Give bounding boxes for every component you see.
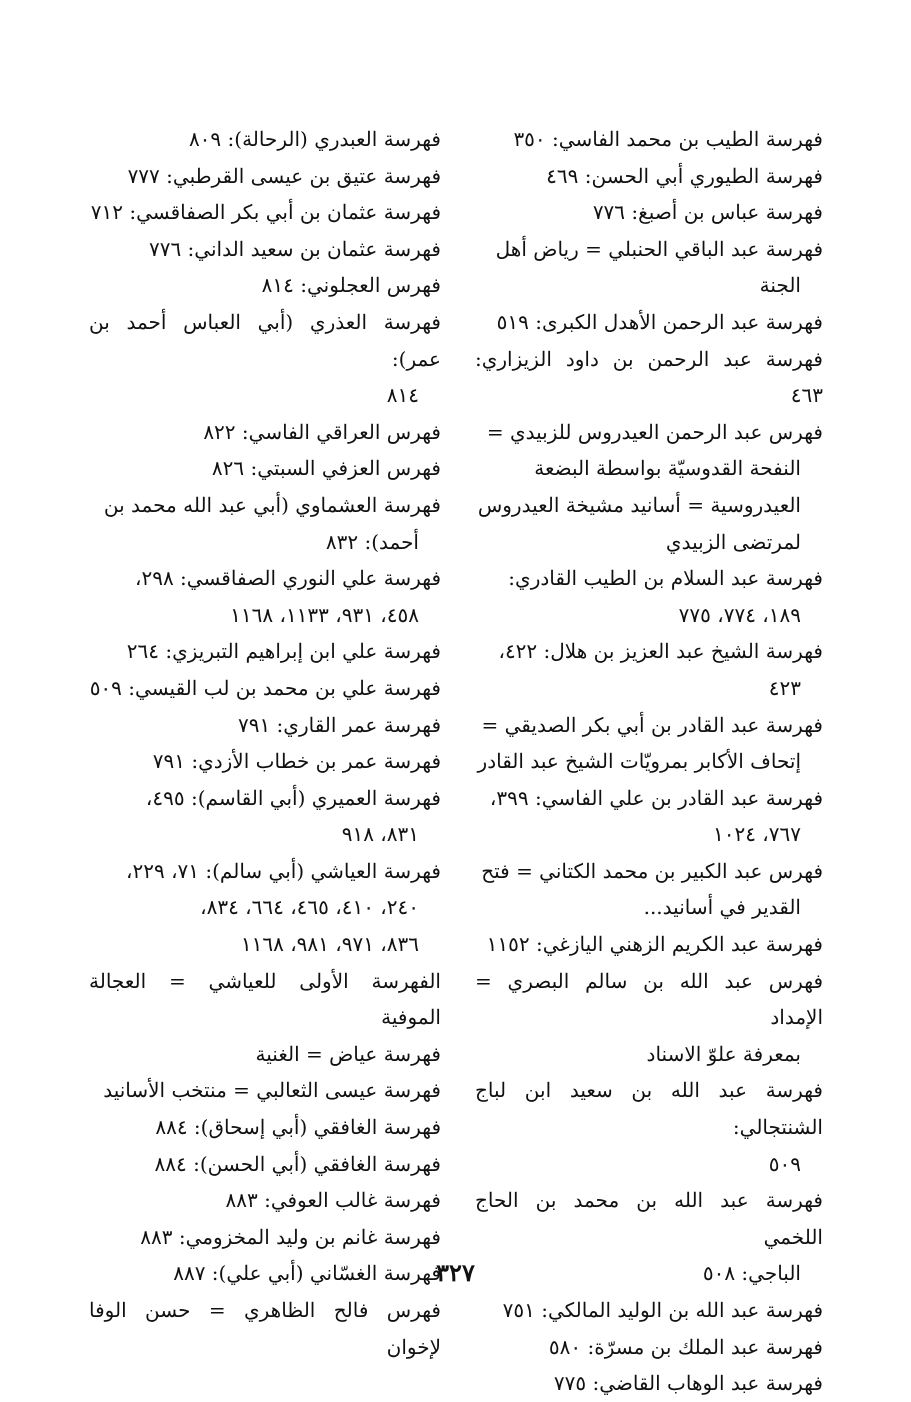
entry-text: فهرسة عبد القادر بن علي الفاسي: ٣٩٩،: [489, 785, 823, 810]
index-entry: [89, 560, 441, 633]
entry-continuation: النفحة القدوسيّة بواسطة البضعة: [534, 456, 801, 481]
entry-continuation: ٨١٤: [386, 383, 419, 408]
page-number: ٣٢٧: [436, 1258, 475, 1287]
entry-continuation: الباجي: ٥٠٨: [702, 1261, 801, 1286]
index-entry: [89, 487, 441, 560]
entry-text: فهرسة العشماوي (أبي عبد الله محمد بن: [103, 492, 441, 517]
entry-text: فهرسة عيسى الثعالبي = منتخب الأسانيد: [103, 1078, 441, 1103]
index-entry: [89, 231, 441, 268]
index-entry: [89, 450, 441, 487]
entry-text: فهرسة العذري (أبي العباس أحمد بن عمر):: [89, 309, 441, 371]
index-entry: [89, 121, 441, 158]
index-entry: [89, 743, 441, 780]
index-entry: [475, 926, 823, 963]
entry-continuation: أحمد): ٨٣٢: [325, 529, 419, 554]
index-entry: [89, 670, 441, 707]
index-entry: [89, 194, 441, 231]
index-entry: [475, 194, 823, 231]
entry-continuation: ٨٣١، ٩١٨: [341, 822, 419, 847]
index-entry: [89, 707, 441, 744]
index-entry: [475, 707, 823, 780]
index-entry: [89, 963, 441, 1036]
index-entry: [89, 1109, 441, 1146]
entry-text: فهرسة الطيب بن محمد الفاسي: ٣٥٠: [513, 127, 823, 151]
index-entry: [89, 267, 441, 304]
index-entry: [475, 853, 823, 926]
entry-text: فهرسة عبد الله بن الوليد المالكي: ٧٥١: [502, 1298, 823, 1322]
entry-continuation: بمعرفة علوّ الاسناد: [646, 1041, 801, 1066]
entry-text: فهرس العزفي السبتي: ٨٢٦: [211, 456, 441, 481]
entry-continuation: الجنة: [759, 273, 801, 298]
index-entry: [475, 158, 823, 195]
index-entry: [89, 1146, 441, 1183]
entry-continuation: ٨٣٦، ٩٧١، ٩٨١، ١١٦٨: [240, 932, 419, 957]
index-entry: [89, 158, 441, 195]
entry-continuation: إتحاف الأكابر بمرويّات الشيخ عبد القادر: [477, 749, 801, 774]
index-entry: [475, 560, 823, 633]
entry-text: فهرسة عمر بن خطاب الأزدي: ٧٩١: [152, 749, 441, 774]
entry-text: فهرسة الشيخ عبد العزيز بن هلال: ٤٢٢،: [498, 639, 823, 664]
index-entry: [475, 1365, 823, 1402]
index-entry: [475, 780, 823, 853]
index-entry: [475, 1072, 823, 1182]
entry-text: فهرس عبد الكبير بن محمد الكتاني = فتح: [481, 858, 823, 883]
entry-text: فهرسة عبد السلام بن الطيب القادري:: [508, 566, 823, 591]
entry-text: فهرسة علي بن محمد بن لب القيسي: ٥٠٩: [89, 675, 441, 700]
entry-text: فهرسة الطيوري أبي الحسن: ٤٦٩: [546, 163, 823, 188]
entry-text: فهرسة عثمان بن سعيد الداني: ٧٧٦: [148, 236, 441, 261]
entry-text: فهرس عبد الرحمن العيدروس للزبيدي =: [486, 419, 823, 444]
entry-text: فهرسة عبد الوهاب القاضي: ٧٧٥: [553, 1371, 823, 1396]
index-column-left: [89, 121, 441, 1365]
entry-continuation: ٤٥٨، ٩٣١، ١١٣٣، ١١٦٨: [230, 602, 419, 627]
entry-text: فهرس فالح الظاهري = حسن الوفا لإخوان: [89, 1298, 441, 1359]
entry-text: فهرسة عياض = الغنية: [255, 1041, 441, 1066]
index-entry: [475, 963, 823, 1073]
entry-text: فهرسة عثمان بن أبي بكر الصفاقسي: ٧١٢: [90, 200, 441, 225]
entry-continuation: ٥٠٩: [768, 1151, 801, 1176]
entry-text: فهرسة عمر القاري: ٧٩١: [237, 712, 441, 737]
entry-continuation: القدير في أسانيد...: [643, 895, 801, 920]
index-entry: [475, 341, 823, 414]
index-entry: [89, 780, 441, 853]
index-entry: [475, 414, 823, 560]
entry-text: فهرسة عبد الرحمن بن داود الزيزاري: ٤٦٣: [475, 346, 823, 408]
entry-text: فهرس العراقي الفاسي: ٨٢٢: [203, 419, 441, 444]
entry-text: فهرس عبد الله بن سالم البصري = الإمداد: [475, 968, 823, 1030]
entry-text: فهرسة عبد الله بن محمد بن الحاج اللخمي: [475, 1188, 823, 1249]
entry-text: فهرسة العبدري (الرحالة): ٨٠٩: [188, 127, 441, 151]
entry-text: فهرسة علي النوري الصفاقسي: ٢٩٨،: [135, 566, 441, 591]
entry-text: فهرسة عبد الله بن سعيد ابن لباج الشنتجالي:: [475, 1078, 823, 1140]
entry-continuation: لمرتضى الزبيدي: [665, 529, 801, 554]
index-entry: [475, 121, 823, 158]
index-entry: [89, 304, 441, 414]
entry-text: فهرسة الغسّاني (أبي علي): ٨٨٧: [173, 1261, 441, 1286]
entry-text: فهرسة غانم بن وليد المخزومي: ٨٨٣: [140, 1224, 441, 1249]
entry-text: فهرسة عبد الكريم الزهني اليازغي: ١١٥٢: [486, 932, 823, 957]
entry-text: فهرسة عبد الرحمن الأهدل الكبرى: ٥١٩: [496, 309, 823, 334]
index-entry: [475, 1292, 823, 1329]
index-entry: [475, 304, 823, 341]
index-entry: [475, 633, 823, 706]
entry-text: فهرسة العياشي (أبي سالم): ٧١، ٢٢٩،: [126, 858, 441, 883]
entry-text: فهرسة عبد الباقي الحنبلي = رياض أهل: [495, 236, 823, 261]
entry-text: فهرسة غالب العوفي: ٨٨٣: [225, 1188, 441, 1213]
entry-text: فهرسة عبد القادر بن أبي بكر الصديقي =: [481, 712, 823, 737]
entry-continuation: ٤٢٣: [768, 675, 801, 700]
entry-continuation: ٧٦٧، ١٠٢٤: [712, 822, 801, 847]
index-entry: [89, 1292, 441, 1365]
entry-continuation: ٢٤٠، ٤١٠، ٤٦٥، ٦٦٤، ٨٣٤،: [200, 895, 419, 920]
index-entry: [89, 853, 441, 963]
entry-text: فهرسة عباس بن أصبغ: ٧٧٦: [592, 200, 823, 225]
entry-text: الفهرسة الأولى للعياشي = العجالة الموفية: [89, 968, 441, 1030]
index-entry: [89, 1036, 441, 1073]
entry-text: فهرسة عبد الملك بن مسرّة: ٥٨٠: [548, 1334, 823, 1359]
entry-text: فهرسة علي ابن إبراهيم التبريزي: ٢٦٤: [126, 639, 441, 664]
entry-text: فهرسة عتيق بن عيسى القرطبي: ٧٧٧: [127, 163, 441, 188]
entry-text: فهرسة العميري (أبي القاسم): ٤٩٥،: [145, 785, 441, 810]
index-entry: [89, 633, 441, 670]
entry-continuation: ١٨٩، ٧٧٤، ٧٧٥: [678, 602, 801, 627]
index-entry: [475, 231, 823, 304]
index-entry: [89, 1182, 441, 1219]
entry-text: فهرسة الغافقي (أبي الحسن): ٨٨٤: [154, 1151, 441, 1176]
index-column-right: [475, 121, 823, 1402]
index-entry: [89, 1219, 441, 1256]
entry-continuation: العيدروسية = أسانيد مشيخة العيدروس: [477, 492, 801, 517]
index-entry: [89, 1072, 441, 1109]
index-entry: [89, 414, 441, 451]
entry-text: فهرس العجلوني: ٨١٤: [261, 273, 441, 298]
entry-text: فهرسة الغافقي (أبي إسحاق): ٨٨٤: [155, 1115, 441, 1140]
